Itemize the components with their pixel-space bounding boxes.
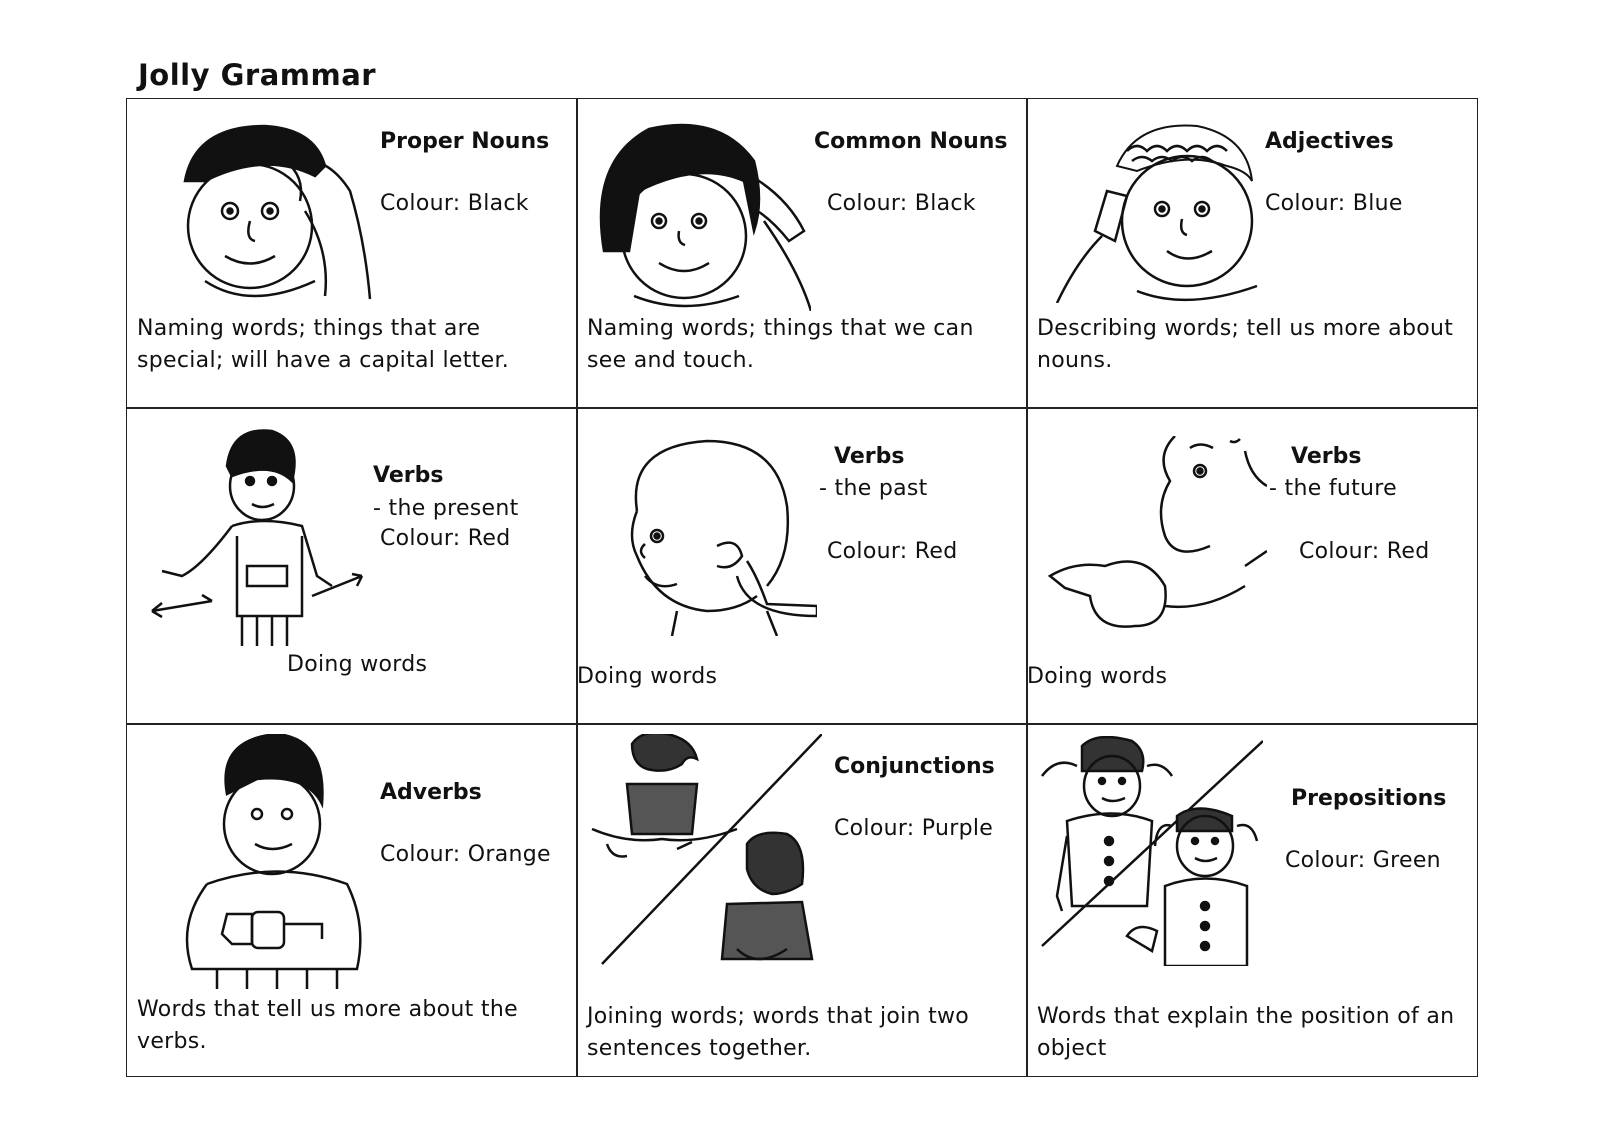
card-colour: Colour: Orange	[380, 842, 551, 867]
boy-touching-temple-icon	[1047, 121, 1269, 303]
card-verbs-future	[1027, 408, 1477, 724]
card-proper-nouns	[127, 99, 577, 408]
grammar-grid	[126, 98, 1478, 1077]
card-subheading: - the present	[373, 496, 519, 521]
card-subheading: - the future	[1269, 476, 1397, 501]
card-heading: Verbs	[834, 444, 905, 469]
card-colour: Colour: Blue	[1265, 191, 1403, 216]
child-pointing-backward-icon	[617, 436, 817, 636]
child-pointing-forward-icon	[1045, 436, 1267, 636]
card-heading: Adverbs	[380, 780, 482, 805]
card-description: Words that tell us more about the verbs.	[137, 997, 518, 1054]
card-heading: Verbs	[373, 463, 444, 488]
card-colour: Colour: Black	[827, 191, 976, 216]
card-verbs-past	[577, 408, 1027, 724]
card-colour: Colour: Red	[380, 526, 511, 551]
card-subheading: - the past	[819, 476, 928, 501]
two-girls-pointing-icon	[1037, 736, 1263, 966]
card-heading: Conjunctions	[834, 754, 995, 779]
child-fist-on-palm-icon	[157, 734, 377, 989]
card-colour: Colour: Red	[827, 539, 958, 564]
card-colour: Colour: Green	[1285, 848, 1441, 873]
child-marching-arms-icon	[142, 426, 372, 646]
card-adjectives	[1027, 99, 1477, 408]
card-heading: Common Nouns	[814, 129, 1008, 154]
card-conjunctions	[577, 724, 1027, 1078]
card-description: Words that explain the position of an object	[1037, 1004, 1455, 1061]
card-description: Describing words; tell us more about nouns.	[1037, 316, 1454, 373]
card-heading: Adjectives	[1265, 129, 1394, 154]
card-colour: Colour: Black	[380, 191, 529, 216]
page-title: Jolly Grammar	[138, 58, 377, 92]
card-colour: Colour: Purple	[834, 816, 994, 841]
card-verbs-present	[127, 408, 577, 724]
girl-hand-on-forehead-icon	[589, 121, 811, 311]
card-colour: Colour: Red	[1299, 539, 1430, 564]
card-heading: Verbs	[1291, 444, 1362, 469]
two-children-sitting-icon	[587, 734, 822, 969]
card-adverbs	[127, 724, 577, 1078]
card-heading: Prepositions	[1291, 786, 1447, 811]
card-description: Naming words; things that we can see and touch.	[587, 316, 974, 373]
card-description: Doing words	[1027, 664, 1168, 689]
card-common-nouns	[577, 99, 1027, 408]
card-description: Doing words	[577, 664, 718, 689]
boy-hand-on-forehead-icon	[165, 121, 375, 301]
card-description: Joining words; words that join two sentences together.	[587, 1004, 970, 1061]
card-description: Doing words	[287, 652, 428, 677]
card-heading: Proper Nouns	[380, 129, 550, 154]
card-description: Naming words; things that are special; will have a capital letter.	[137, 316, 510, 373]
card-prepositions	[1027, 724, 1477, 1078]
